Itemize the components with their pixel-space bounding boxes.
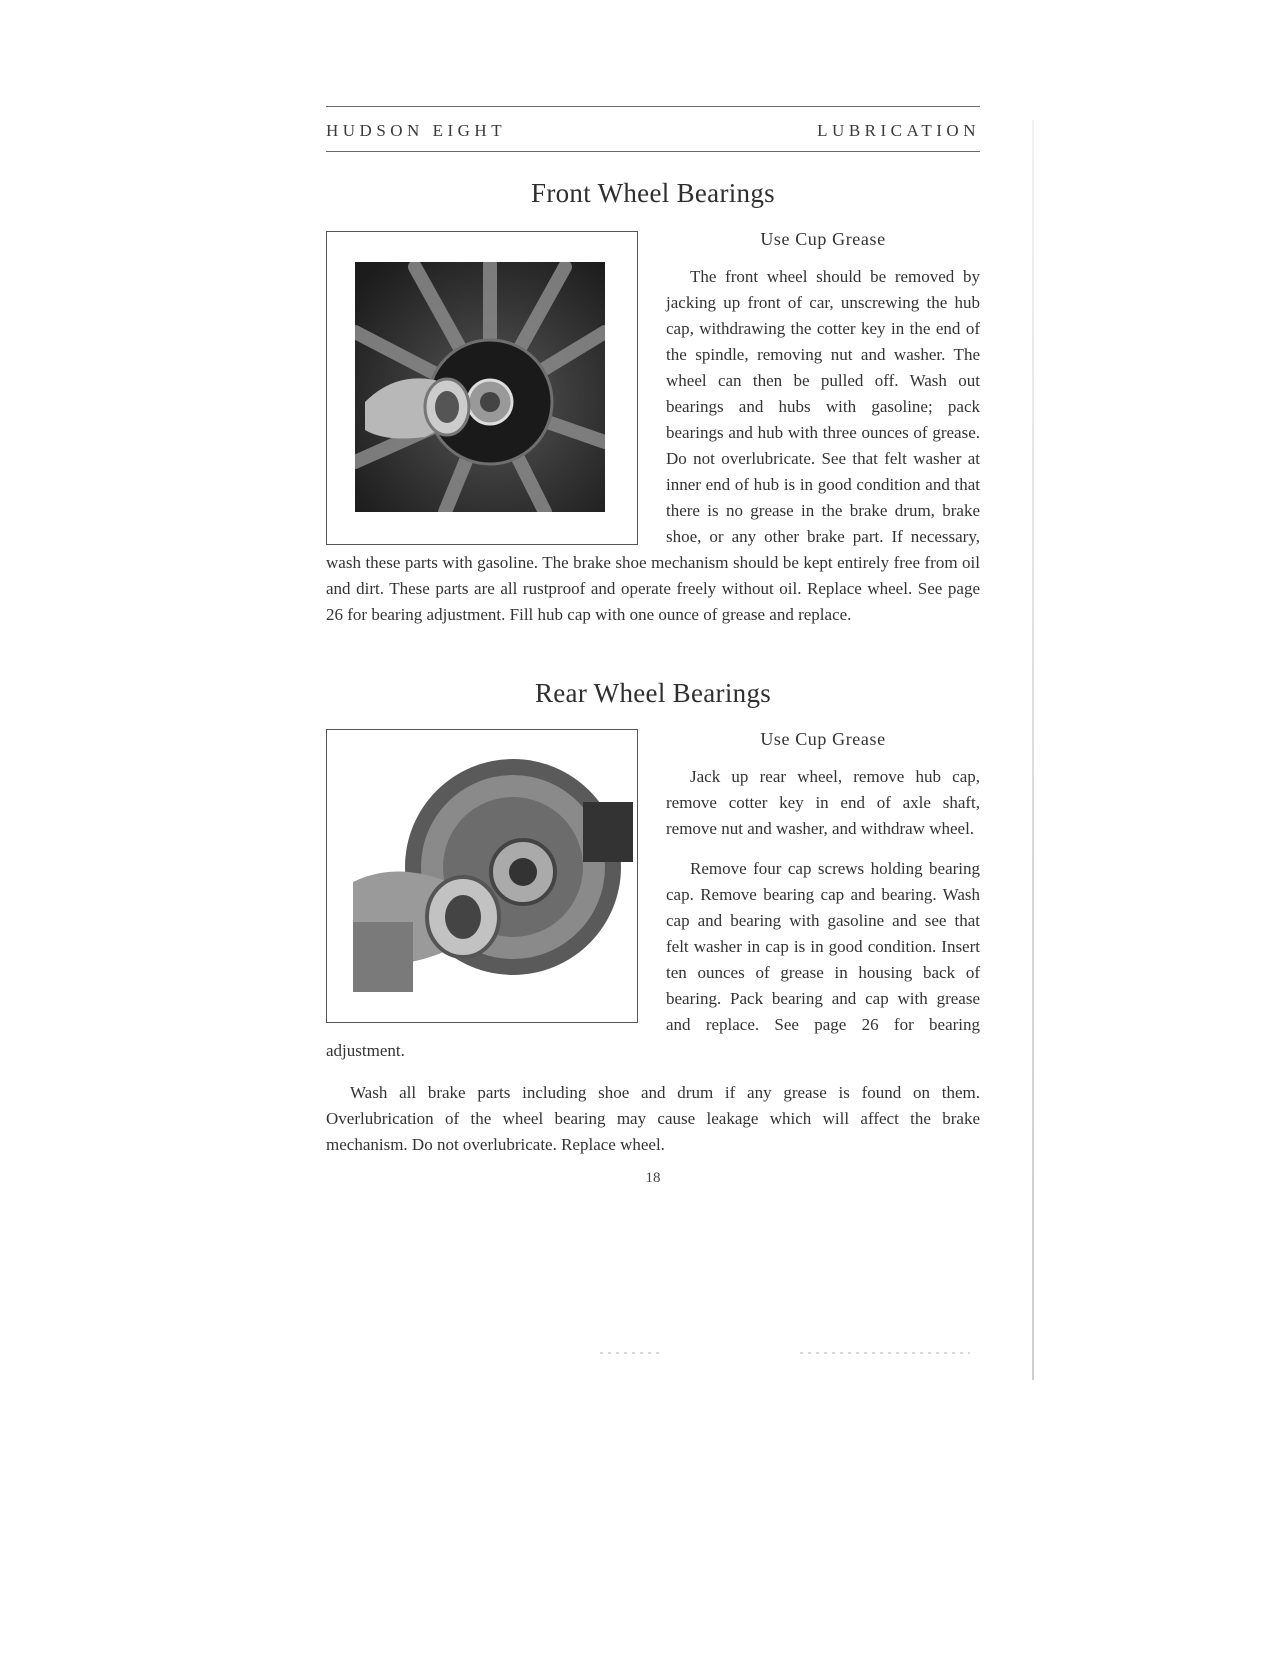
rear-wheel-photo [326,729,638,1023]
rear-section-para-2: Remove four cap screws holding bearing cap. Remove bearing cap and bearing. Wash cap and bearing with gasoline and see that felt washer in cap is in good condition. Insert ten ounces of grease in housing back of bearing. Pack bearing and cap with grease and replace. See page 26 for bearing adjustment. [326,859,980,1060]
running-header [326,106,980,152]
front-section [326,227,980,628]
page-content [326,106,980,1187]
rear-brake-drum-illustration [353,752,633,992]
front-section-subtitle: Use Cup Grease [760,229,886,249]
rear-section-subtitle: Use Cup Grease [760,729,886,749]
header-right: LUBRICATION [817,121,980,140]
rear-section [326,727,980,1064]
rear-section-para-1: Jack up rear wheel, remove hub cap, remove cotter key in end of axle shaft, remove nut and washer, and withdraw wheel. [666,767,980,838]
scan-artifact [800,1352,970,1354]
closing-paragraph: Wash all brake parts including shoe and drum if any grease is found on them. Overlubrication of the wheel bearing may cause leakage which will affect the brake mechanism. Do not overlubricate. Replace wheel. [326,1083,980,1154]
front-section-title: Front Wheel Bearings [531,178,775,208]
scan-artifact [600,1352,660,1354]
page-number: 18 [645,1170,661,1186]
header-left: HUDSON EIGHT [326,121,507,140]
front-section-body: The front wheel should be removed by jacking up front of car, unscrewing the hub cap, withdrawing the cotter key in the end of the spindle, removing nut and washer. The wheel can then be pulled off. Wash out bearings and hubs with gasoline; pack bearings and hub with three ounces of grease. Do not overlubricate. See that felt washer at inner end of hub is in good condition and that there is no grease in the brake drum, brake shoe, or any other brake part. If necessary, wash these parts with gasoline. The brake shoe mechanism should be kept entirely free from oil and dirt. These parts are all rustproof and operate freely without oil. Replace wheel. See page 26 for bearing adjustment. Fill hub cap with one ounce of grease and replace. [326,267,980,624]
front-wheel-hub-illustration [355,262,605,512]
page-edge-shadow [1032,120,1034,1380]
rear-section-title: Rear Wheel Bearings [534,678,772,708]
front-wheel-photo [326,231,638,545]
